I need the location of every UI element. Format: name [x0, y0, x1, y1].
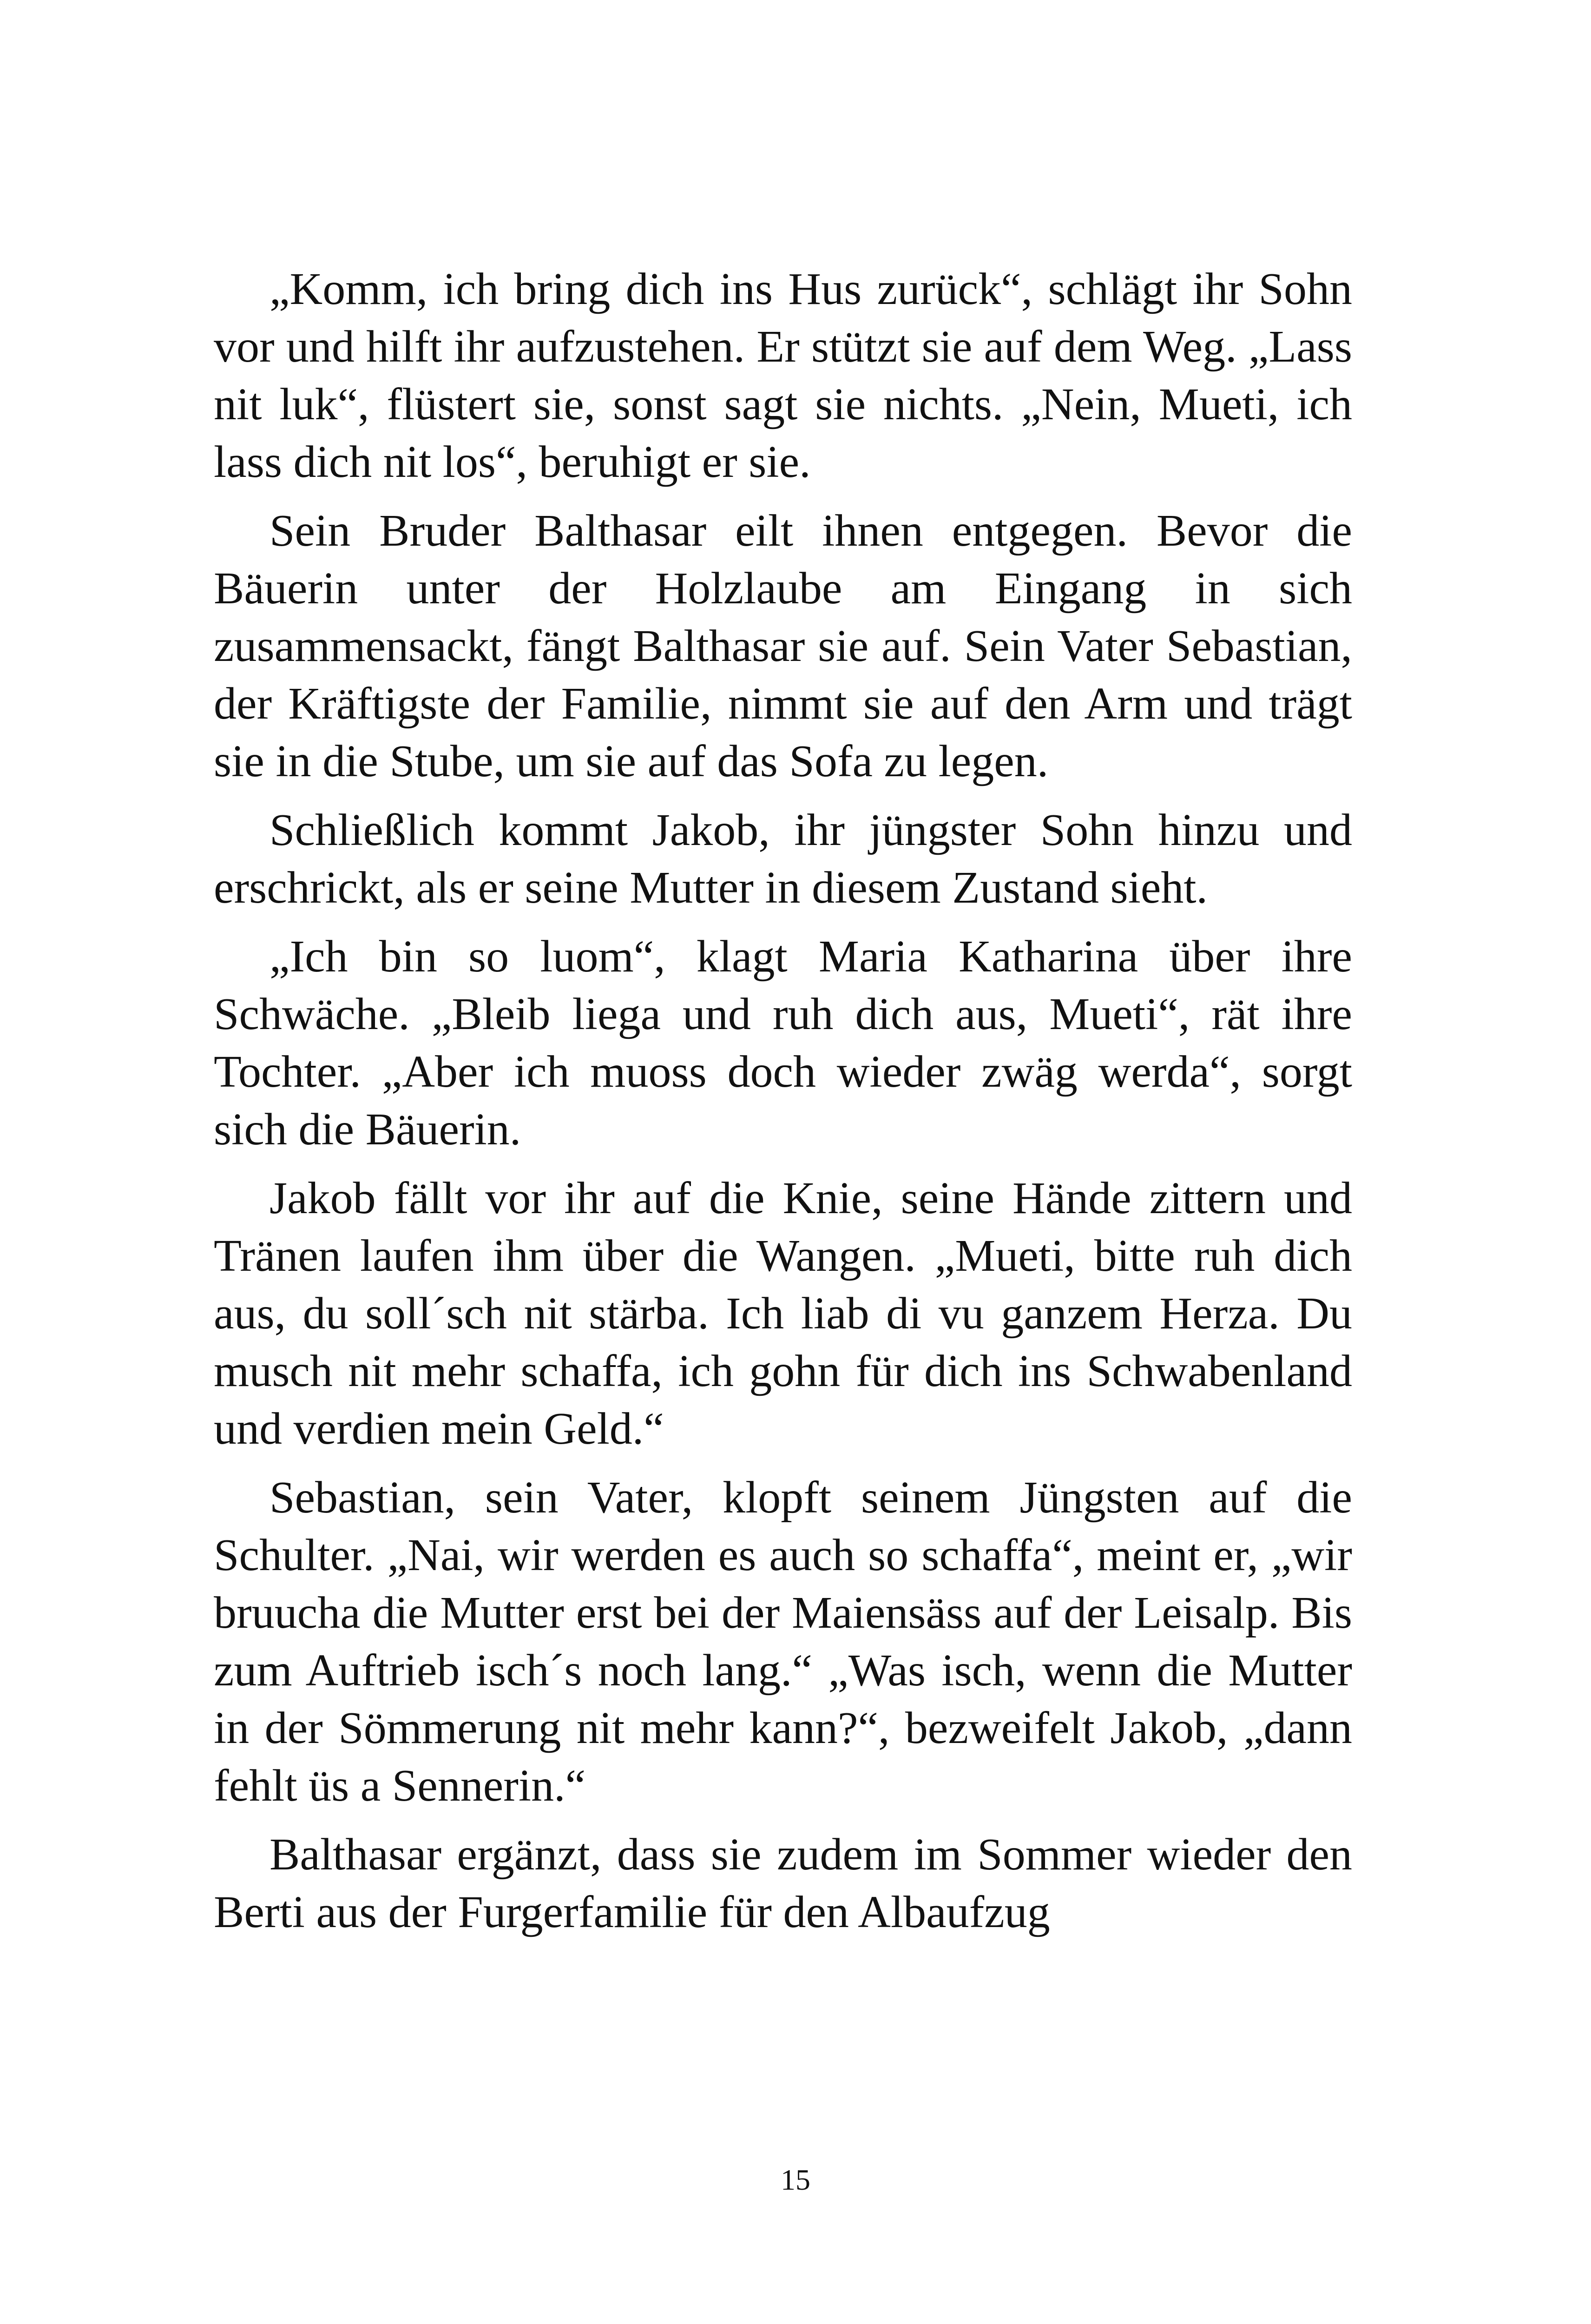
paragraph-1: „Komm, ich bring dich ins Hus zurück“, schlägt ihr Sohn vor und hilft ihr aufzustehen. Er stützt sie auf dem Weg. „Lass nit luk“, flüstert sie, sonst sagt sie nichts. „Nein, Mueti, ich lass dich nit los“, beruhigt er sie.	[214, 264, 1352, 487]
paragraph-5: Jakob fällt vor ihr auf die Knie, seine Hände zittern und Tränen laufen ihm über die Wangen. „Mueti, bitte ruh dich aus, du soll´sch nit stärba. Ich liab di vu ganzem Herza. Du musch nit mehr schaffa, ich gohn für dich ins Schwabenland und verdien mein Geld.“	[214, 1173, 1352, 1454]
paragraph-3: Schließlich kommt Jakob, ihr jüngster Sohn hinzu und erschrickt, als er seine Mutter in diesem Zustand sieht.	[214, 805, 1352, 913]
paragraph-4: „Ich bin so luom“, klagt Maria Katharina über ihre Schwäche. „Bleib liega und ruh dich aus, Mueti“, rät ihre Tochter. „Aber ich muoss doch wieder zwäg werda“, sorgt sich die Bäuerin.	[214, 931, 1352, 1155]
page-number: 15	[781, 2163, 810, 2196]
paragraph-2: Sein Bruder Balthasar eilt ihnen entgegen. Bevor die Bäuerin unter der Holzlaube am Eingang in sich zusammensackt, fängt Balthasar sie auf. Sein Vater Sebastian, der Kräftigste der Familie, nimmt sie auf den Arm und trägt sie in die Stube, um sie auf das Sofa zu legen.	[214, 506, 1352, 786]
paragraph-6: Sebastian, sein Vater, klopft seinem Jüngsten auf die Schulter. „Nai, wir werden es auch so schaffa“, meint er, „wir bruucha die Mutter erst bei der Maiensäss auf der Leisalp. Bis zum Auftrieb isch´s noch lang.“ „Was isch, wenn die Mutter in der Sömmerung nit mehr kann?“, bezweifelt Jakob, „dann fehlt üs a Sennerin.“	[214, 1472, 1352, 1811]
body-text	[214, 260, 1352, 1952]
paragraph-7: Balthasar ergänzt, dass sie zudem im Sommer wieder den Berti aus der Furgerfamilie für den Albaufzug	[214, 1829, 1352, 1937]
